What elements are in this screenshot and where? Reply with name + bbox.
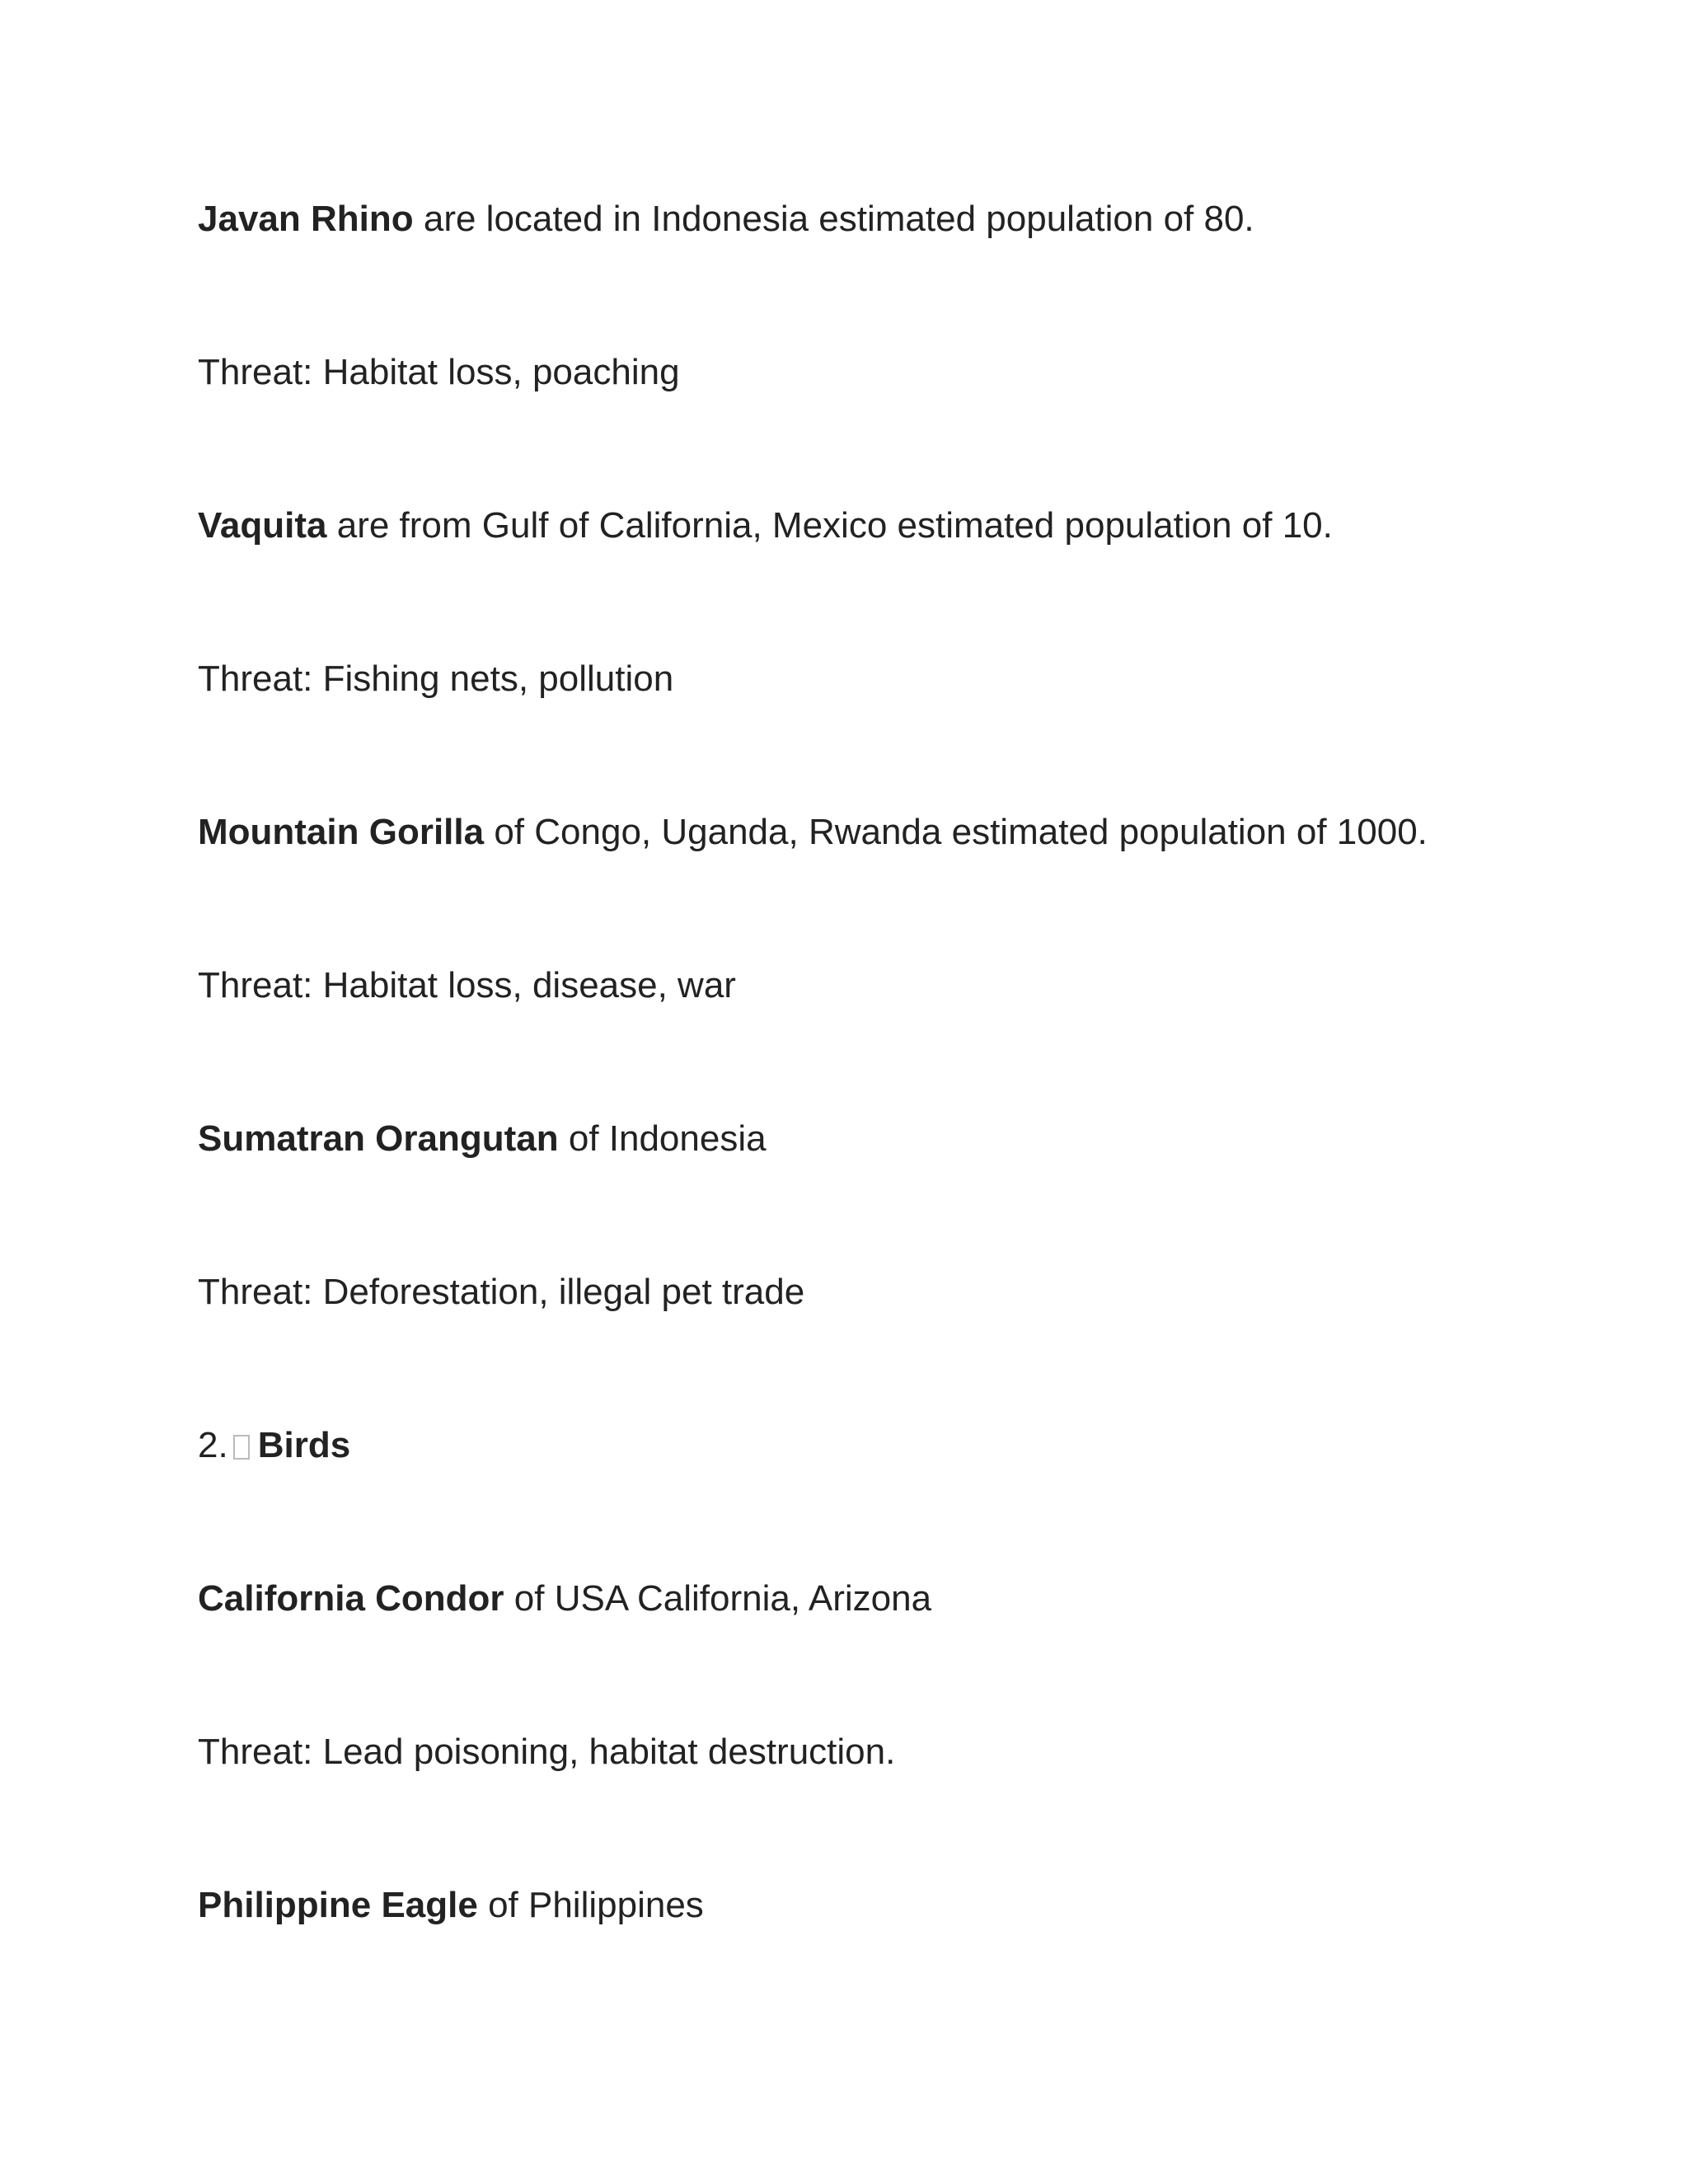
species-description: are from Gulf of California, Mexico estimated population of 10.	[326, 505, 1333, 546]
species-name: Javan Rhino	[198, 199, 414, 239]
species-name: Sumatran Orangutan	[198, 1118, 559, 1159]
threat-text: Threat: Lead poisoning, habitat destruction.	[198, 1732, 896, 1772]
threat-text: Threat: Fishing nets, pollution	[198, 658, 674, 699]
species-line-mountain-gorilla	[198, 809, 1428, 855]
threat-text: Threat: Habitat loss, poaching	[198, 352, 680, 392]
section-heading-birds	[198, 1422, 350, 1469]
species-description: of Philippines	[477, 1885, 704, 1925]
species-description: of USA California, Arizona	[504, 1578, 932, 1619]
species-name: Philippine Eagle	[198, 1885, 478, 1925]
threat-text: Threat: Deforestation, illegal pet trade	[198, 1272, 805, 1312]
threat-line-mountain-gorilla	[198, 963, 736, 1009]
section-number: 2.	[198, 1425, 228, 1465]
species-description: of Congo, Uganda, Rwanda estimated population of 1000.	[484, 812, 1428, 852]
species-description: are located in Indonesia estimated population of 80.	[413, 199, 1254, 239]
species-line-javan-rhino	[198, 196, 1254, 242]
species-line-vaquita	[198, 503, 1333, 549]
threat-line-javan-rhino	[198, 349, 680, 396]
species-name: California Condor	[198, 1578, 504, 1619]
species-line-california-condor	[198, 1576, 931, 1622]
species-line-philippine-eagle	[198, 1882, 704, 1929]
threat-line-california-condor	[198, 1729, 895, 1775]
missing-glyph-icon	[233, 1435, 250, 1460]
threat-line-vaquita	[198, 656, 673, 702]
species-name: Mountain Gorilla	[198, 812, 485, 852]
threat-line-sumatran-orangutan	[198, 1269, 804, 1315]
species-name: Vaquita	[198, 505, 327, 546]
section-title: Birds	[257, 1425, 351, 1465]
threat-text: Threat: Habitat loss, disease, war	[198, 965, 736, 1005]
species-line-sumatran-orangutan	[198, 1116, 767, 1162]
species-description: of Indonesia	[558, 1118, 767, 1159]
